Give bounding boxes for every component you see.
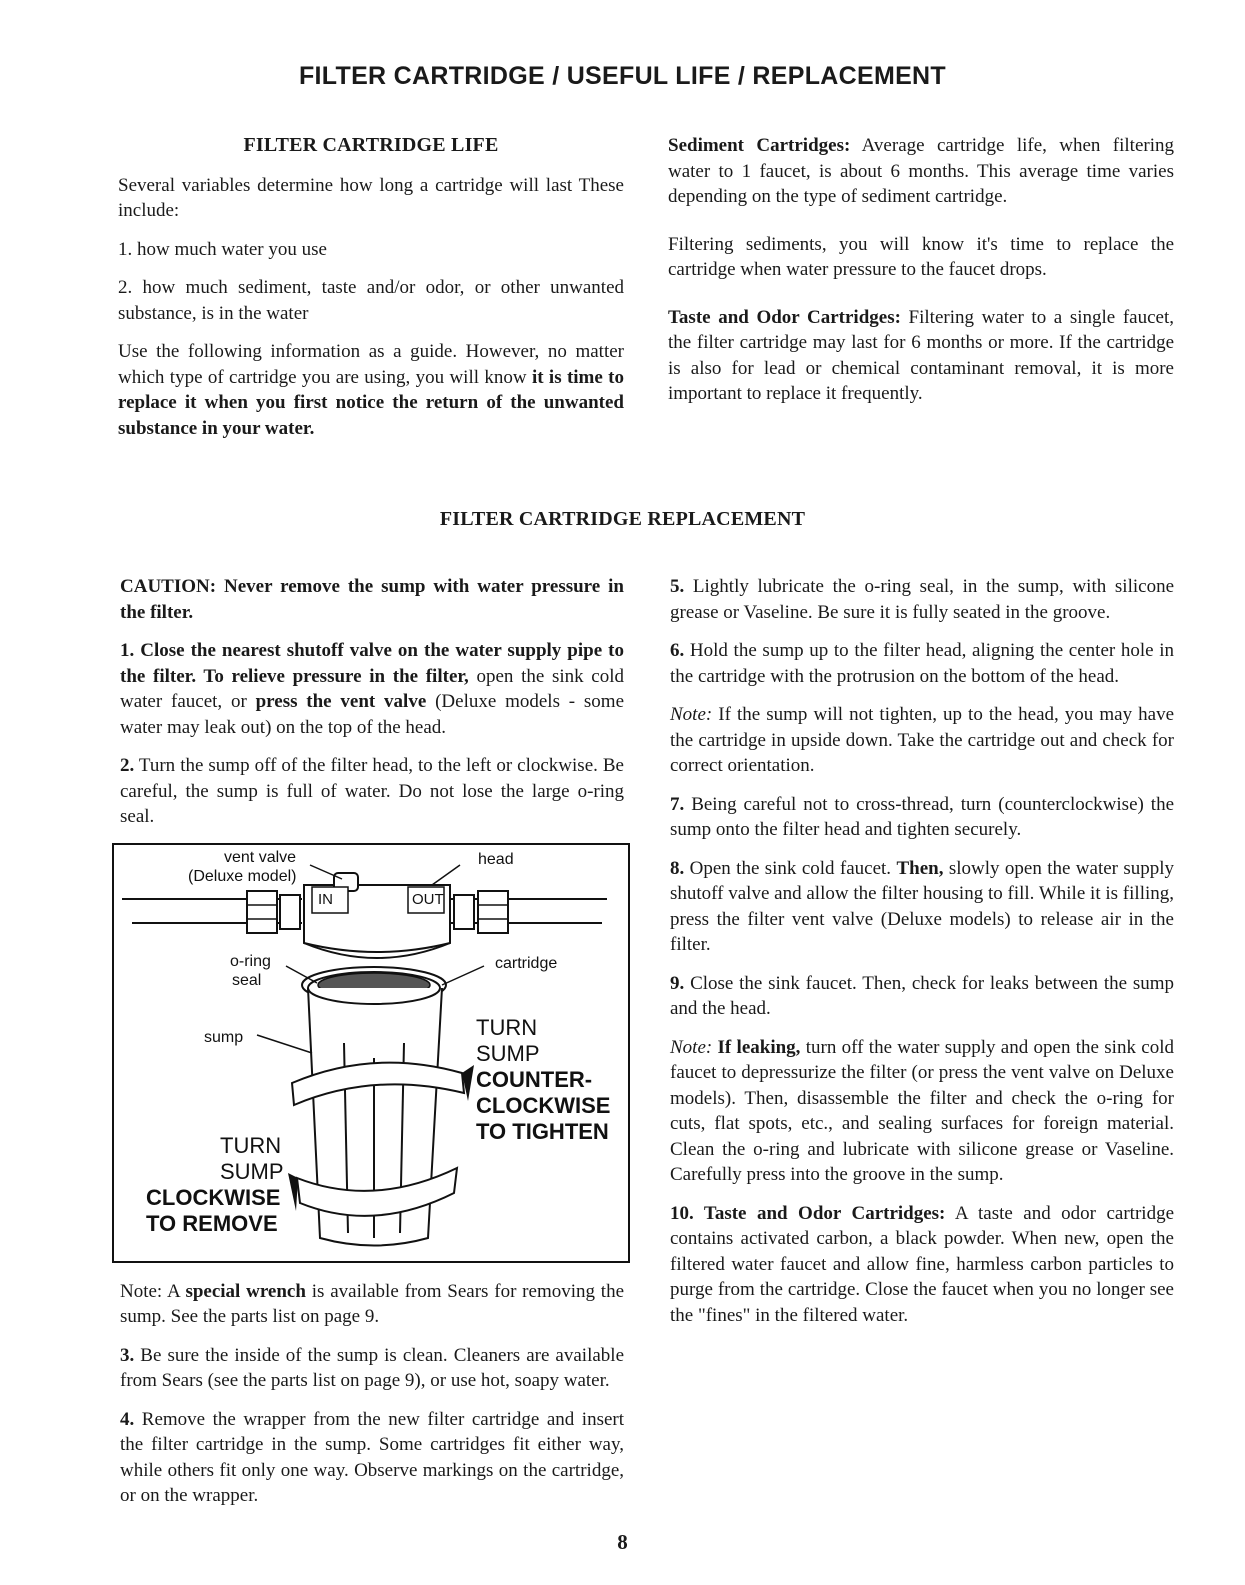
in-label: IN [318, 890, 333, 908]
step-5 [670, 574, 1174, 625]
step-8-bold: Then, [896, 857, 944, 879]
step-10 [670, 1201, 1174, 1329]
head-label: head [478, 850, 514, 868]
life-intro: Several variables determine how long a cartridge will last These include: [118, 174, 624, 221]
taste-odor-label: Taste and Odor Cartridges: [668, 306, 901, 328]
step-4 [120, 1407, 624, 1509]
replacement-heading: FILTER CARTRIDGE REPLACEMENT [439, 508, 806, 530]
sediment-label: Sediment Cartridges: [668, 135, 851, 156]
sediment-paragraph [668, 133, 1174, 210]
step-8-text-b: slowly open the water supply shutoff valve and allow the filter housing to fill. While it is filling, press the filter vent valve (Deluxe models) to release air in the filter. [670, 857, 1175, 955]
step-9 [670, 971, 1174, 1022]
step-9-text: Close the sink faucet. Then, check for leaks between the sump and the head. [670, 972, 1175, 1019]
turn-cw-line-2: SUMP [220, 1158, 284, 1184]
step-10-text: A taste and odor cartridge contains activated carbon, a black powder. When new, open the filtered water faucet and allow fine, harmless carbon particles to purge from the cartridge. Close the faucet when you no longer see the "fines" in the filtered water. [670, 1202, 1175, 1326]
replacement-right-column [670, 574, 1174, 1341]
step-3-text: Be sure the inside of the sump is clean. Cleaners are available from Sears (see the parts list on page 9), or use hot, soapy water. [120, 1344, 625, 1391]
sump-label: sump [204, 1028, 244, 1046]
note-leaking-bold: If leaking, [717, 1036, 801, 1058]
vent-valve-label: vent valve [224, 848, 297, 866]
turn-ccw-line-1: TURN [476, 1014, 538, 1040]
step-6-text: Hold the sump up to the filter head, aligning the center hole in the cartridge with the protrusion on the bottom of the head. [670, 640, 1175, 687]
note-leaking [670, 1035, 1174, 1188]
note-leaking-label: Note: [670, 1036, 713, 1058]
turn-ccw-line-4: CLOCKWISE [476, 1092, 611, 1118]
turn-cw-line-1: TURN [220, 1132, 282, 1158]
step-6-number: 6. [670, 640, 685, 661]
step-7-number: 7. [670, 793, 685, 815]
note-leaking-text: turn off the water supply and open the sink cold faucet to depressurize the filter (or press the vent valve on Deluxe models). Then, disassemble the filter and check the o-ring for cuts, flat spots, etc., and sealing surfaces for foreign material. Clean the o-ring and lubricate with silicone grease or Vaseline. Carefully press into the groove in the sump. [670, 1036, 1174, 1185]
wrench-note [120, 1279, 624, 1330]
cartridge-life-section [118, 133, 624, 454]
turn-ccw-line-5: TO TIGHTEN [476, 1118, 609, 1144]
note-orientation-text: If the sump will not tighten, up to the head, you may have the cartridge in upside down. Take the cartridge out and check for correct orientation. [670, 704, 1174, 776]
filter-diagram [112, 843, 630, 1263]
replacement-left-column [120, 574, 624, 1522]
taste-odor-paragraph [668, 305, 1174, 407]
step-4-number: 4. [120, 1408, 135, 1430]
step-2-number: 2. [120, 755, 135, 776]
step-8-number: 8. [670, 857, 685, 879]
step-9-number: 9. [670, 972, 685, 994]
step-1 [120, 638, 624, 740]
life-item-2: 2. how much sediment, taste and/or odor, or other unwanted substance, is in the water [118, 277, 624, 324]
page-number: 8 [617, 1530, 628, 1554]
taste-odor-text: Filtering water to a single faucet, the filter cartridge may last for 6 months or more. If the cartridge is also for lead or chemical contaminant removal, it is more important to replace it frequently. [668, 306, 1175, 404]
step-7 [670, 792, 1174, 843]
life-guide-text: Use the following information as a guide. However, no matter which type of cartridge you are using, you will know [118, 341, 624, 388]
turn-ccw-line-3: COUNTER- [476, 1066, 593, 1092]
note-orientation-label: Note: [670, 704, 713, 725]
step-3-number: 3. [120, 1344, 135, 1366]
step-8 [670, 856, 1174, 958]
seal-label: seal [232, 971, 262, 989]
wrench-note-bold: special wrench [185, 1280, 306, 1302]
turn-cw-line-3: CLOCKWISE [146, 1184, 281, 1210]
step-7-text: Being careful not to cross-thread, turn (counterclockwise) the sump onto the filter head and tighten securely. [670, 793, 1174, 840]
sediment-text: Average cartridge life, when filtering water to 1 faucet, is about 6 months. This average time varies depending on the type of sediment cartridge. [668, 135, 1174, 207]
step-6 [670, 638, 1174, 689]
sediment-paragraph-2: Filtering sediments, you will know it's time to replace the cartridge when water pressure to the faucet drops. [668, 233, 1174, 280]
step-1-bold-2: press the vent valve [255, 691, 427, 712]
life-guide-bold: it is time to replace it when you first notice the return of the unwanted substance in your water. [118, 366, 624, 439]
turn-ccw-line-2: SUMP [476, 1040, 540, 1066]
life-guide [118, 339, 624, 441]
caution-text: CAUTION: Never remove the sump with water pressure in the filter. [120, 576, 624, 623]
cartridge-types-section [668, 133, 1174, 420]
step-10-bold: 10. Taste and Odor Cartridges: [670, 1202, 946, 1224]
step-1-bold: 1. Close the nearest shutoff valve on the water supply pipe to the filter. To relieve pressure in the filter, [120, 640, 624, 687]
step-1-text: open the sink cold water faucet, or [120, 665, 625, 712]
step-2 [120, 753, 624, 830]
o-ring-label: o-ring [230, 952, 271, 970]
deluxe-model-label: (Deluxe model) [188, 867, 297, 885]
page-title: FILTER CARTRIDGE / USEFUL LIFE / REPLACEMENT [298, 62, 946, 90]
step-4-text: Remove the wrapper from the new filter cartridge and insert the filter cartridge in the sump. Some cartridges fit either way, while others fit only one way. Observe markings on the cartridge, or on the wrapper. [120, 1408, 625, 1506]
note-orientation [670, 702, 1174, 779]
step-8-text-a: Open the sink cold faucet. [689, 857, 892, 879]
step-5-number: 5. [670, 576, 685, 597]
life-item-1: 1. how much water you use [118, 238, 327, 260]
step-1-text-2: (Deluxe models - some water may leak out) on the top of the head. [120, 691, 625, 738]
step-3 [120, 1343, 624, 1394]
out-label: OUT [412, 890, 444, 908]
wrench-note-b: is available from Sears for removing the sump. See the parts list on page 9. [120, 1280, 625, 1327]
turn-cw-line-4: TO REMOVE [146, 1210, 278, 1236]
cartridge-label: cartridge [495, 954, 558, 972]
step-5-text: Lightly lubricate the o-ring seal, in the sump, with silicone grease or Vaseline. Be sure it is fully seated in the groove. [670, 576, 1174, 623]
wrench-note-a: Note: A [120, 1280, 180, 1302]
cartridge-life-heading: FILTER CARTRIDGE LIFE [243, 134, 499, 156]
step-2-text: Turn the sump off of the filter head, to the left or clockwise. Be careful, the sump is full of water. Do not lose the large o-ring seal. [120, 755, 624, 827]
